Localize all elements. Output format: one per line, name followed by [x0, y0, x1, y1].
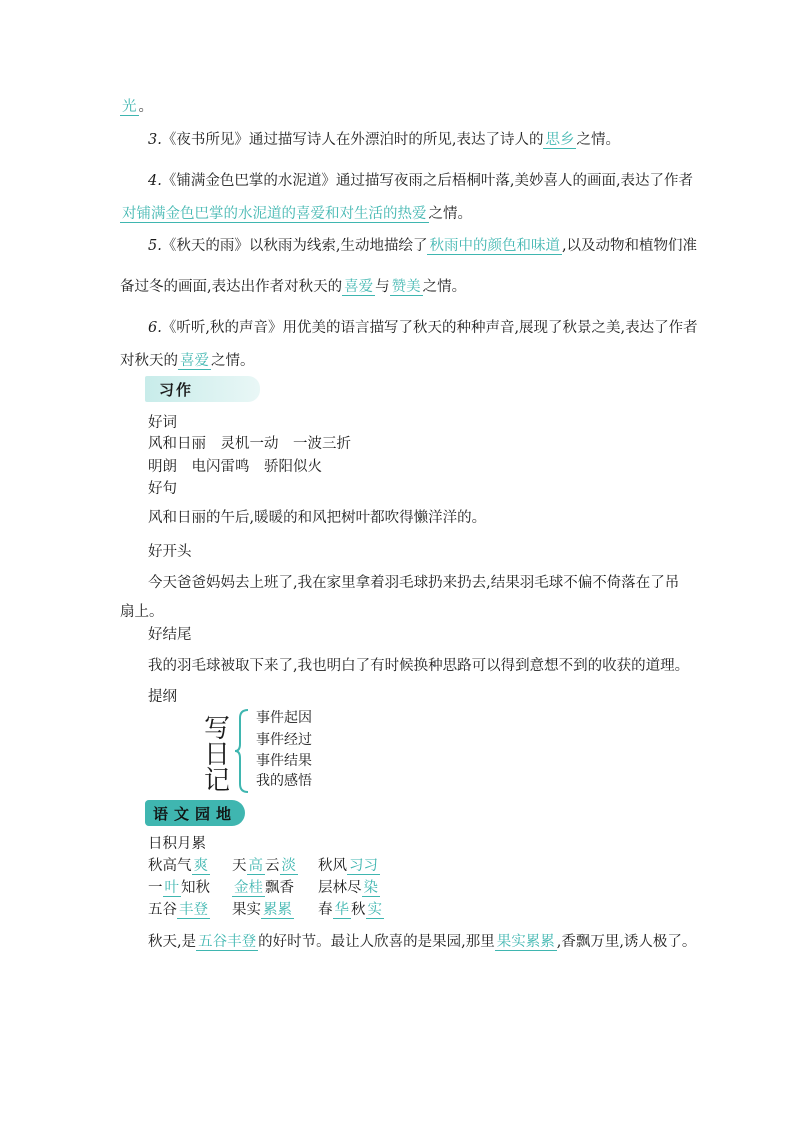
- outline-big-char: 写: [204, 714, 231, 744]
- outline-big-char: 日: [204, 740, 231, 770]
- good-opening: 今天爸爸妈妈去上班了,我在家里拿着羽毛球扔来扔去,结果羽毛球不偏不倚落在了吊: [148, 575, 680, 591]
- good-ending-label: 好结尾: [148, 627, 192, 643]
- answer-blank: 赞美: [391, 279, 421, 295]
- idiom-item: 一 叶 知秋: [148, 880, 210, 896]
- outline-item: 事件结果: [256, 753, 312, 769]
- answer-blank: 思乡: [545, 132, 575, 148]
- answer-blank: 光: [122, 99, 137, 115]
- section-banner-xizuo: [145, 376, 260, 402]
- outline-item: 事件起因: [256, 710, 312, 726]
- question-3: 3.《夜书所见》通过描写诗人在外漂泊时的所见,表达了诗人的 思乡 之情。: [148, 132, 620, 148]
- section-title: 习作: [159, 380, 194, 399]
- idiom-item: 金桂 飘香: [234, 880, 294, 896]
- good-words-line: 风和日丽 灵机一动 一波三折: [148, 436, 351, 452]
- answer-fragment-line: 光 。: [122, 99, 153, 115]
- good-opening-label: 好开头: [148, 544, 192, 560]
- idiom-item: 果实 累累: [232, 902, 292, 918]
- question-5-line2: 备过冬的画面,表达出作者对秋天的 喜爱 与 赞美 之情。: [120, 279, 467, 295]
- outline-label: 提纲: [148, 689, 177, 705]
- idiom-item: 层林尽 染: [318, 880, 378, 896]
- curly-brace-icon: [234, 708, 250, 794]
- outline-big-char: 记: [204, 766, 231, 796]
- question-4-line2: 对铺满金色巴掌的水泥道的喜爱和对生活的热爱 之情。: [122, 206, 472, 222]
- answer-blank: 喜爱: [344, 279, 374, 295]
- question-5: 5.《秋天的雨》以秋雨为线索,生动地描绘了 秋雨中的颜色和味道 ,以及动物和植物们准: [148, 238, 698, 254]
- idiom-item: 五谷 丰登: [148, 902, 208, 918]
- outline-item: 事件经过: [256, 732, 312, 748]
- idiom-item: 秋风 习习: [318, 858, 378, 874]
- answer-blank: 对铺满金色巴掌的水泥道的喜爱和对生活的热爱: [122, 206, 427, 222]
- question-4: 4.《铺满金色巴掌的水泥道》通过描写夜雨之后梧桐叶落,美妙喜人的画面,表达了作者: [148, 173, 694, 189]
- answer-blank: 秋雨中的颜色和味道: [429, 238, 560, 254]
- idiom-item: 春 华 秋 实: [318, 902, 382, 918]
- riji-label: 日积月累: [148, 836, 206, 852]
- final-sentence: 秋天,是 五谷丰登 的好时节。最让人欣喜的是果园,那里 果实累累 ,香飘万里,诱人极了。: [148, 934, 697, 950]
- answer-blank: 喜爱: [180, 353, 209, 369]
- good-ending: 我的羽毛球被取下来了,我也明白了有时候换种思路可以得到意想不到的收获的道理。: [148, 658, 690, 674]
- idiom-item: 秋高气 爽: [148, 858, 208, 874]
- idiom-item: 天 高 云 淡: [232, 858, 296, 874]
- good-words-label: 好词: [148, 415, 177, 431]
- good-opening-line2: 扇上。: [120, 604, 164, 620]
- question-6: 6.《听听,秋的声音》用优美的语言描写了秋天的种种声音,展现了秋景之美,表达了作者: [148, 320, 698, 336]
- outline-item: 我的感悟: [256, 773, 312, 789]
- good-sentence: 风和日丽的午后,暖暖的和风把树叶都吹得懒洋洋的。: [148, 510, 487, 526]
- section-banner-yuwen: [145, 800, 245, 826]
- question-6-line2: 对秋天的 喜爱 之情。: [120, 353, 255, 369]
- section-title: 语文园地: [153, 804, 238, 823]
- good-sentence-label: 好句: [148, 481, 177, 497]
- good-words-line: 明朗 电闪雷鸣 骄阳似火: [148, 459, 322, 475]
